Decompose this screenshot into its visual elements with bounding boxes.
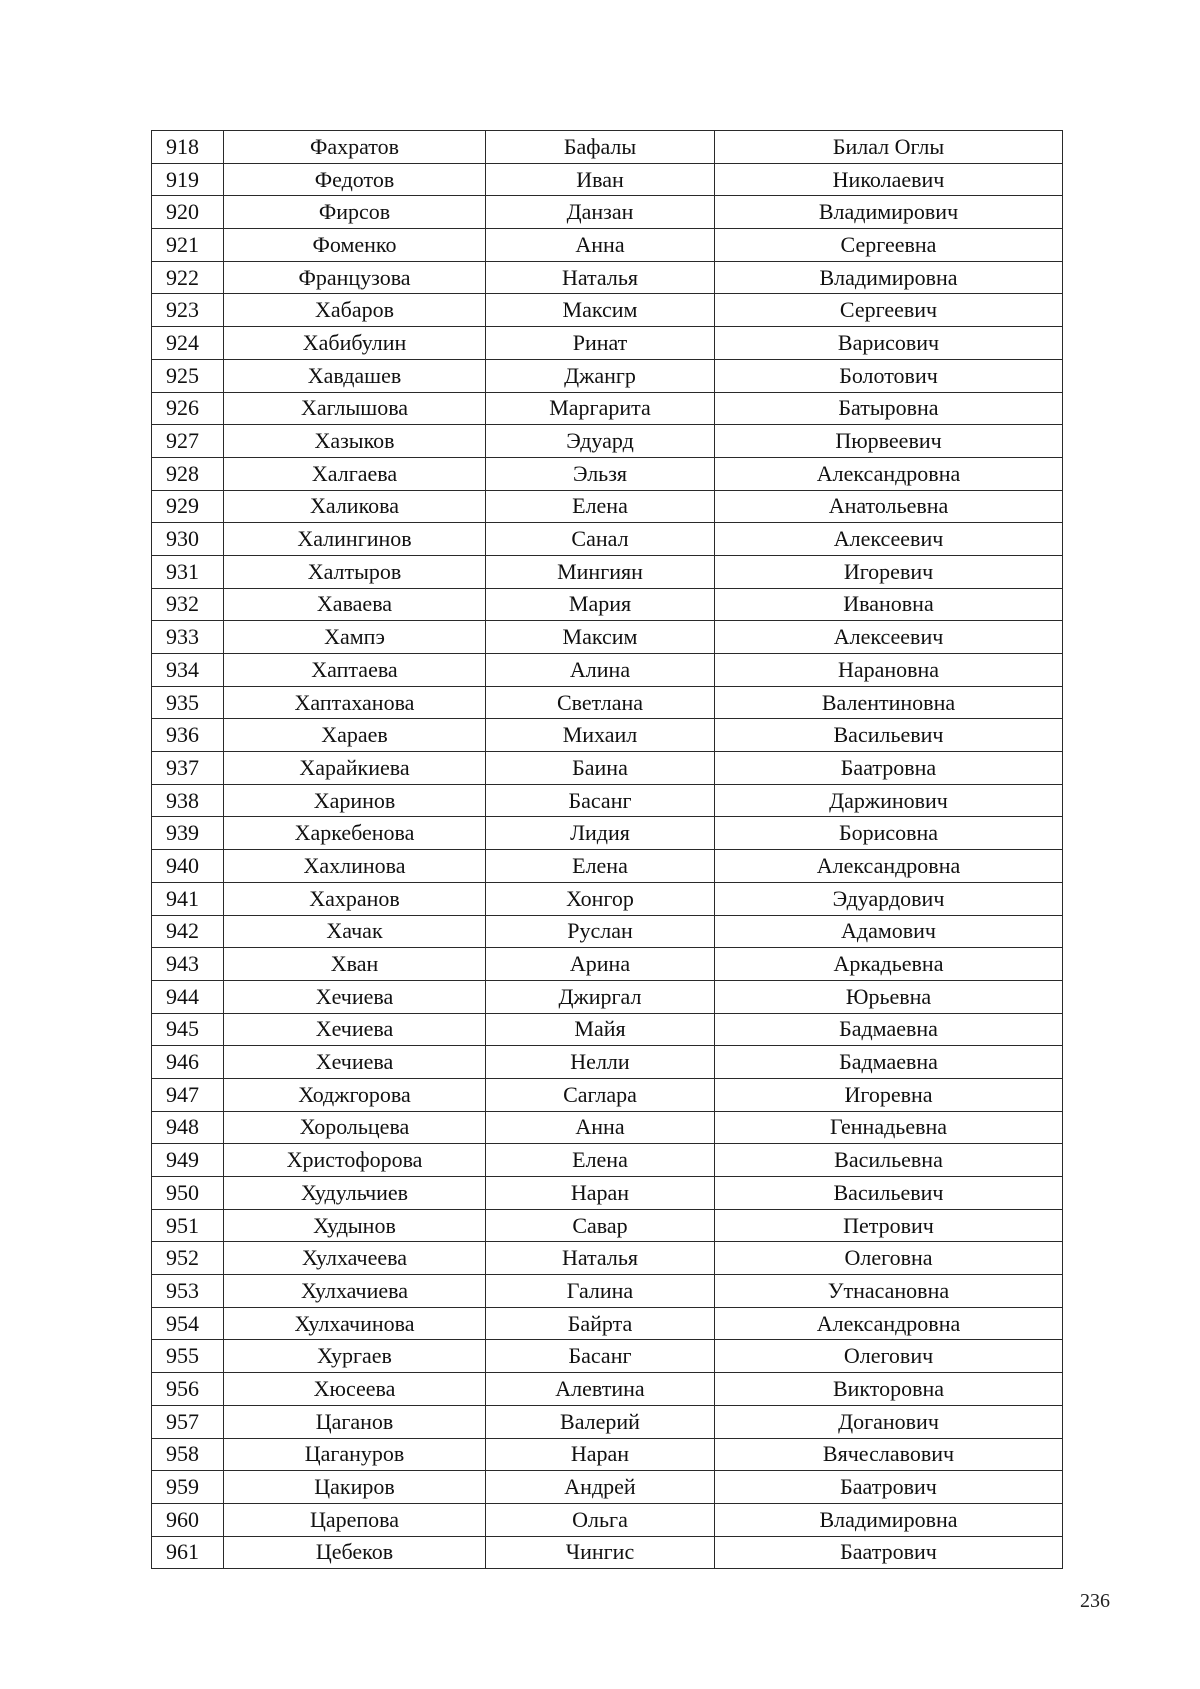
patronymic-cell: Вячеславович (715, 1438, 1063, 1471)
last-name-cell: Хавдашев (224, 359, 486, 392)
first-name-cell: Мария (486, 588, 715, 621)
row-number-cell: 933 (152, 621, 224, 654)
first-name-cell: Андрей (486, 1471, 715, 1504)
first-name-cell: Алина (486, 654, 715, 687)
last-name-cell: Хечиева (224, 980, 486, 1013)
table-row (152, 131, 1063, 164)
patronymic-cell: Утнасановна (715, 1275, 1063, 1308)
patronymic-cell: Игоревна (715, 1078, 1063, 1111)
row-number-cell: 931 (152, 555, 224, 588)
table-row (152, 948, 1063, 981)
table-row (152, 261, 1063, 294)
last-name-cell: Хабаров (224, 294, 486, 327)
last-name-cell: Христофорова (224, 1144, 486, 1177)
last-name-cell: Харайкиева (224, 752, 486, 785)
last-name-cell: Хараев (224, 719, 486, 752)
first-name-cell: Наталья (486, 261, 715, 294)
row-number-cell: 935 (152, 686, 224, 719)
first-name-cell: Санал (486, 523, 715, 556)
patronymic-cell: Игоревич (715, 555, 1063, 588)
patronymic-cell: Баатрович (715, 1471, 1063, 1504)
last-name-cell: Хечиева (224, 1013, 486, 1046)
patronymic-cell: Сергеевич (715, 294, 1063, 327)
first-name-cell: Алевтина (486, 1373, 715, 1406)
first-name-cell: Басанг (486, 1340, 715, 1373)
patronymic-cell: Сергеевна (715, 229, 1063, 262)
table-row (152, 294, 1063, 327)
table-row (152, 850, 1063, 883)
last-name-cell: Цакиров (224, 1471, 486, 1504)
row-number-cell: 926 (152, 392, 224, 425)
patronymic-cell: Баатровна (715, 752, 1063, 785)
first-name-cell: Саглара (486, 1078, 715, 1111)
row-number-cell: 925 (152, 359, 224, 392)
patronymic-cell: Васильевич (715, 1177, 1063, 1210)
row-number-cell: 938 (152, 784, 224, 817)
patronymic-cell: Нарановна (715, 654, 1063, 687)
row-number-cell: 951 (152, 1209, 224, 1242)
row-number-cell: 945 (152, 1013, 224, 1046)
first-name-cell: Анна (486, 229, 715, 262)
table-row (152, 1177, 1063, 1210)
first-name-cell: Джиргал (486, 980, 715, 1013)
row-number-cell: 956 (152, 1373, 224, 1406)
row-number-cell: 934 (152, 654, 224, 687)
table-row (152, 229, 1063, 262)
last-name-cell: Хюсеева (224, 1373, 486, 1406)
patronymic-cell: Бадмаевна (715, 1013, 1063, 1046)
first-name-cell: Наран (486, 1177, 715, 1210)
last-name-cell: Хаглышова (224, 392, 486, 425)
table-row (152, 1111, 1063, 1144)
patronymic-cell: Пюрвеевич (715, 425, 1063, 458)
last-name-cell: Хорольцева (224, 1111, 486, 1144)
patronymic-cell: Алексеевич (715, 523, 1063, 556)
first-name-cell: Елена (486, 490, 715, 523)
last-name-cell: Ходжгорова (224, 1078, 486, 1111)
table-row (152, 784, 1063, 817)
row-number-cell: 932 (152, 588, 224, 621)
table-row (152, 359, 1063, 392)
row-number-cell: 937 (152, 752, 224, 785)
row-number-cell: 919 (152, 163, 224, 196)
row-number-cell: 918 (152, 131, 224, 164)
row-number-cell: 940 (152, 850, 224, 883)
last-name-cell: Фирсов (224, 196, 486, 229)
row-number-cell: 952 (152, 1242, 224, 1275)
last-name-cell: Хаптаханова (224, 686, 486, 719)
first-name-cell: Светлана (486, 686, 715, 719)
table-row (152, 523, 1063, 556)
patronymic-cell: Владимировна (715, 1503, 1063, 1536)
table-row (152, 1373, 1063, 1406)
patronymic-cell: Доганович (715, 1405, 1063, 1438)
last-name-cell: Царепова (224, 1503, 486, 1536)
table-row (152, 457, 1063, 490)
first-name-cell: Майя (486, 1013, 715, 1046)
patronymic-cell: Болотович (715, 359, 1063, 392)
last-name-cell: Французова (224, 261, 486, 294)
table-row (152, 719, 1063, 752)
patronymic-cell: Олегович (715, 1340, 1063, 1373)
last-name-cell: Хахлинова (224, 850, 486, 883)
last-name-cell: Федотов (224, 163, 486, 196)
row-number-cell: 927 (152, 425, 224, 458)
table-row (152, 980, 1063, 1013)
patronymic-cell: Аркадьевна (715, 948, 1063, 981)
row-number-cell: 955 (152, 1340, 224, 1373)
first-name-cell: Елена (486, 1144, 715, 1177)
table-row (152, 196, 1063, 229)
first-name-cell: Эдуард (486, 425, 715, 458)
last-name-cell: Хулхачеева (224, 1242, 486, 1275)
patronymic-cell: Борисовна (715, 817, 1063, 850)
row-number-cell: 928 (152, 457, 224, 490)
patronymic-cell: Геннадьевна (715, 1111, 1063, 1144)
patronymic-cell: Билал Оглы (715, 131, 1063, 164)
patronymic-cell: Васильевич (715, 719, 1063, 752)
table-row (152, 1275, 1063, 1308)
patronymic-cell: Варисович (715, 327, 1063, 360)
first-name-cell: Валерий (486, 1405, 715, 1438)
table-row (152, 1078, 1063, 1111)
table-row (152, 1536, 1063, 1569)
first-name-cell: Маргарита (486, 392, 715, 425)
table-row (152, 1013, 1063, 1046)
first-name-cell: Михаил (486, 719, 715, 752)
row-number-cell: 922 (152, 261, 224, 294)
table-row (152, 555, 1063, 588)
patronymic-cell: Петрович (715, 1209, 1063, 1242)
table-row (152, 882, 1063, 915)
row-number-cell: 958 (152, 1438, 224, 1471)
patronymic-cell: Олеговна (715, 1242, 1063, 1275)
last-name-cell: Цагануров (224, 1438, 486, 1471)
first-name-cell: Наталья (486, 1242, 715, 1275)
patronymic-cell: Баатрович (715, 1536, 1063, 1569)
patronymic-cell: Владимирович (715, 196, 1063, 229)
last-name-cell: Хургаев (224, 1340, 486, 1373)
table-row (152, 1340, 1063, 1373)
last-name-cell: Хахранов (224, 882, 486, 915)
last-name-cell: Хаптаева (224, 654, 486, 687)
patronymic-cell: Адамович (715, 915, 1063, 948)
first-name-cell: Джангр (486, 359, 715, 392)
row-number-cell: 961 (152, 1536, 224, 1569)
last-name-cell: Фоменко (224, 229, 486, 262)
row-number-cell: 950 (152, 1177, 224, 1210)
row-number-cell: 942 (152, 915, 224, 948)
first-name-cell: Мингиян (486, 555, 715, 588)
patronymic-cell: Николаевич (715, 163, 1063, 196)
name-list-body (152, 131, 1063, 1569)
row-number-cell: 959 (152, 1471, 224, 1504)
last-name-cell: Халтыров (224, 555, 486, 588)
last-name-cell: Харкебенова (224, 817, 486, 850)
first-name-cell: Иван (486, 163, 715, 196)
first-name-cell: Арина (486, 948, 715, 981)
table-row (152, 1471, 1063, 1504)
patronymic-cell: Александровна (715, 850, 1063, 883)
table-row (152, 327, 1063, 360)
row-number-cell: 929 (152, 490, 224, 523)
table-row (152, 817, 1063, 850)
last-name-cell: Худынов (224, 1209, 486, 1242)
patronymic-cell: Юрьевна (715, 980, 1063, 1013)
row-number-cell: 936 (152, 719, 224, 752)
table-row (152, 425, 1063, 458)
first-name-cell: Ольга (486, 1503, 715, 1536)
patronymic-cell: Александровна (715, 457, 1063, 490)
patronymic-cell: Бадмаевна (715, 1046, 1063, 1079)
first-name-cell: Баина (486, 752, 715, 785)
last-name-cell: Хулхачинова (224, 1307, 486, 1340)
first-name-cell: Байрта (486, 1307, 715, 1340)
patronymic-cell: Васильевна (715, 1144, 1063, 1177)
patronymic-cell: Батыровна (715, 392, 1063, 425)
row-number-cell: 943 (152, 948, 224, 981)
last-name-cell: Халикова (224, 490, 486, 523)
row-number-cell: 946 (152, 1046, 224, 1079)
first-name-cell: Анна (486, 1111, 715, 1144)
table-row (152, 588, 1063, 621)
last-name-cell: Фахратов (224, 131, 486, 164)
first-name-cell: Максим (486, 621, 715, 654)
last-name-cell: Хечиева (224, 1046, 486, 1079)
patronymic-cell: Даржинович (715, 784, 1063, 817)
first-name-cell: Наран (486, 1438, 715, 1471)
patronymic-cell: Анатольевна (715, 490, 1063, 523)
row-number-cell: 923 (152, 294, 224, 327)
last-name-cell: Хаваева (224, 588, 486, 621)
table-row (152, 1307, 1063, 1340)
last-name-cell: Цебеков (224, 1536, 486, 1569)
patronymic-cell: Викторовна (715, 1373, 1063, 1406)
name-list-table (151, 130, 1063, 1569)
first-name-cell: Басанг (486, 784, 715, 817)
row-number-cell: 957 (152, 1405, 224, 1438)
first-name-cell: Галина (486, 1275, 715, 1308)
row-number-cell: 953 (152, 1275, 224, 1308)
table-row (152, 163, 1063, 196)
last-name-cell: Халингинов (224, 523, 486, 556)
last-name-cell: Халгаева (224, 457, 486, 490)
first-name-cell: Бафалы (486, 131, 715, 164)
table-row (152, 490, 1063, 523)
first-name-cell: Нелли (486, 1046, 715, 1079)
patronymic-cell: Алексеевич (715, 621, 1063, 654)
patronymic-cell: Александровна (715, 1307, 1063, 1340)
patronymic-cell: Эдуардович (715, 882, 1063, 915)
first-name-cell: Лидия (486, 817, 715, 850)
table-row (152, 1242, 1063, 1275)
first-name-cell: Савар (486, 1209, 715, 1242)
table-row (152, 1209, 1063, 1242)
table-row (152, 392, 1063, 425)
row-number-cell: 947 (152, 1078, 224, 1111)
table-row (152, 1438, 1063, 1471)
first-name-cell: Эльзя (486, 457, 715, 490)
last-name-cell: Хазыков (224, 425, 486, 458)
row-number-cell: 944 (152, 980, 224, 1013)
row-number-cell: 921 (152, 229, 224, 262)
first-name-cell: Елена (486, 850, 715, 883)
row-number-cell: 920 (152, 196, 224, 229)
first-name-cell: Ринат (486, 327, 715, 360)
patronymic-cell: Валентиновна (715, 686, 1063, 719)
last-name-cell: Харинов (224, 784, 486, 817)
last-name-cell: Хван (224, 948, 486, 981)
table-row (152, 752, 1063, 785)
last-name-cell: Хулхачиева (224, 1275, 486, 1308)
last-name-cell: Цаганов (224, 1405, 486, 1438)
table-row (152, 1503, 1063, 1536)
row-number-cell: 949 (152, 1144, 224, 1177)
first-name-cell: Максим (486, 294, 715, 327)
row-number-cell: 954 (152, 1307, 224, 1340)
row-number-cell: 960 (152, 1503, 224, 1536)
row-number-cell: 924 (152, 327, 224, 360)
first-name-cell: Чингис (486, 1536, 715, 1569)
last-name-cell: Хабибулин (224, 327, 486, 360)
table-row (152, 1144, 1063, 1177)
patronymic-cell: Ивановна (715, 588, 1063, 621)
table-row (152, 654, 1063, 687)
table-row (152, 915, 1063, 948)
table-row (152, 686, 1063, 719)
first-name-cell: Данзан (486, 196, 715, 229)
row-number-cell: 941 (152, 882, 224, 915)
table-row (152, 1405, 1063, 1438)
last-name-cell: Хампэ (224, 621, 486, 654)
last-name-cell: Хачак (224, 915, 486, 948)
row-number-cell: 939 (152, 817, 224, 850)
row-number-cell: 930 (152, 523, 224, 556)
patronymic-cell: Владимировна (715, 261, 1063, 294)
table-row (152, 621, 1063, 654)
first-name-cell: Хонгор (486, 882, 715, 915)
page-number: 236 (1080, 1590, 1110, 1612)
row-number-cell: 948 (152, 1111, 224, 1144)
first-name-cell: Руслан (486, 915, 715, 948)
last-name-cell: Худульчиев (224, 1177, 486, 1210)
table-row (152, 1046, 1063, 1079)
